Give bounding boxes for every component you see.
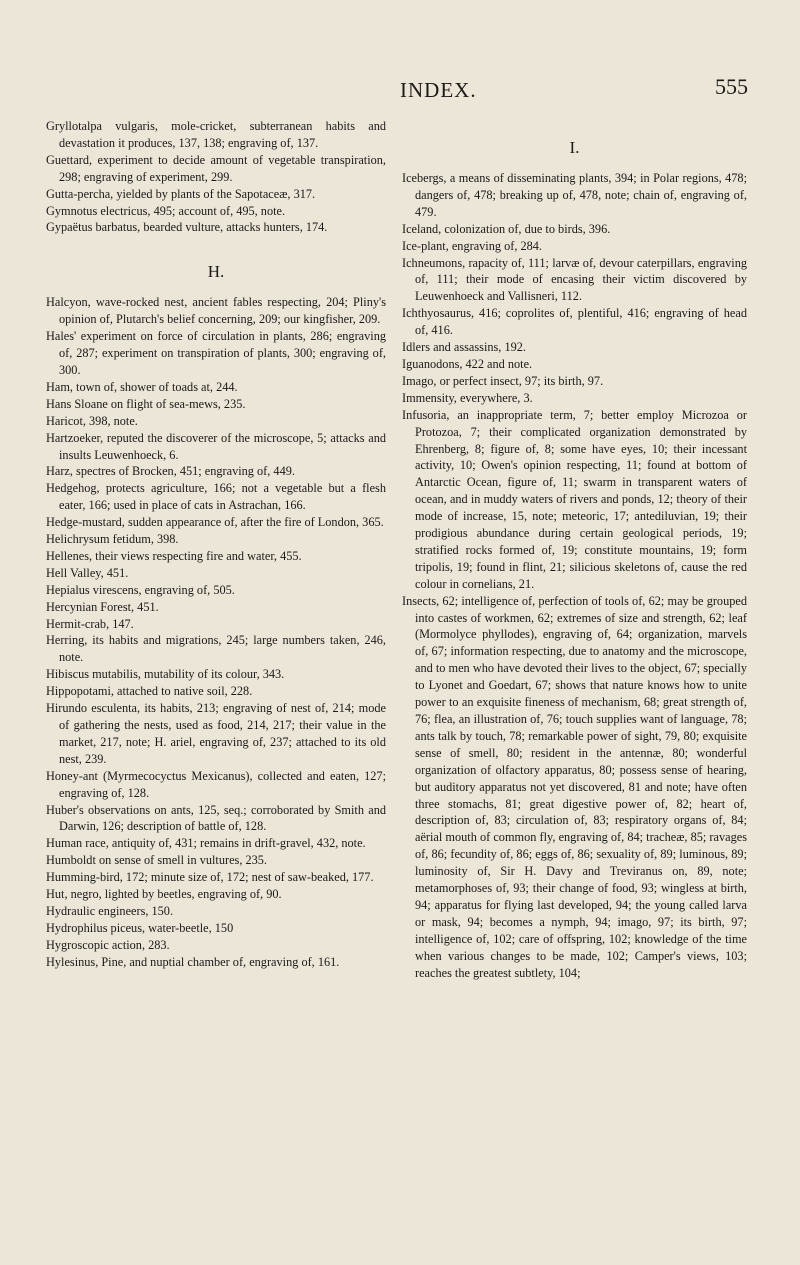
right-column <box>402 118 747 982</box>
index-entry: Ichthyosaurus, 416; coprolites of, plentiful, 416; engraving of head of, 416. <box>402 306 747 338</box>
index-entry: Hartzoeker, reputed the discoverer of the microscope, 5; attacks and insults Leuwenhoeck, 6. <box>46 430 386 462</box>
index-entry: Gutta-percha, yielded by plants of the Sapotaceæ, 317. <box>46 186 316 201</box>
i-entries <box>402 170 747 982</box>
page-number: 555 <box>715 74 748 99</box>
index-entry: Iceland, colonization of, due to birds, 396. <box>402 221 611 236</box>
index-entry: Hippopotami, attached to native soil, 228. <box>46 684 253 699</box>
index-entry: Hans Sloane on flight of sea-mews, 235. <box>46 396 246 411</box>
section-letter-i: I. <box>569 138 580 157</box>
page-title: INDEX. <box>400 78 477 102</box>
index-entry: Humboldt on sense of smell in vultures, 235. <box>46 853 267 868</box>
index-entry: Harz, spectres of Brocken, 451; engraving of, 449. <box>46 464 295 479</box>
index-entry: Herring, its habits and migrations, 245; large numbers taken, 246, note. <box>46 633 386 665</box>
section-letter-h: H. <box>207 262 225 282</box>
index-entry: Hygroscopic action, 283. <box>46 937 170 952</box>
index-entry: Iguanodons, 422 and note. <box>402 356 533 371</box>
index-entry: Immensity, everywhere, 3. <box>402 390 533 405</box>
index-entry: Gypaëtus barbatus, bearded vulture, attacks hunters, 174. <box>46 220 328 235</box>
page-header <box>0 74 800 108</box>
h-entries <box>46 294 386 970</box>
index-entry: Idlers and assassins, 192. <box>402 340 526 355</box>
index-entry: Hermit-crab, 147. <box>46 616 134 631</box>
index-entry: Humming-bird, 172; minute size of, 172; nest of saw-beaked, 177. <box>46 870 374 885</box>
index-entry: Guettard, experiment to decide amount of vegetable transpiration, 298; engraving of experiment, 299. <box>46 152 386 184</box>
index-entry: Insects, 62; intelligence of, perfection of tools of, 62; may be grouped into castes of workmen, 62; extremes of size and strength, 62; leaf (Mormolyce phyllodes), engraving of, 64; organization, marvels of, 67; information respecting, due to anatomy and the microscope, and to men who have devoted their lives to the object, 67; specially to Lyonet and Goedart, 67; shows that nature knows how to unite power to an exquisite fineness of mechanism, 68; great strength of, 76; flea, an illustration of, 76; touch supplies want of language, 78; ants talk by touch, 78; remarkable power of sight, 79, 80; exquisite sense of smell, 80; resident in the antennæ, 80; wonderful organization of olfactory apparatus, 80; possess sense of hearing, but auditory apparatus not yet discovered, 81 and note; have often three stomachs, 81; great digestive power of, 82; heart of, description of, 83; circulation of, 83; respiratory organs of, 84; aërial mouth of common fly, engraving of, 84; tracheæ, 85; ravages of, 86; fecundity of, 86; eggs of, 86; sexuality of, 89; luminous, 89; luminosity of, Sir H. Davy and Treviranus on, 89, note; metamorphoses of, 93; their change of food, 93; wingless at birth, 94; apparatus for flying last developed, 94; the young called larva or mask, 94; becomes a nymph, 94; imago, 97; its birth, 97; intelligence of, 102; care of offspring, 102; knowledge of the time when various changes to be made, 102; Camper's views, 103; reaches the greatest subtlety, 104; <box>402 593 747 980</box>
index-entry: Hell Valley, 451. <box>46 565 129 580</box>
index-entry: Hercynian Forest, 451. <box>46 599 159 614</box>
index-entry: Hedgehog, protects agriculture, 166; not a vegetable but a flesh eater, 166; used in place of cats in Astrachan, 166. <box>46 481 386 513</box>
index-entry: Hydraulic engineers, 150. <box>46 903 174 918</box>
index-entry: Hut, negro, lighted by beetles, engraving of, 90. <box>46 887 282 902</box>
index-entry: Haricot, 398, note. <box>46 413 138 428</box>
index-entry: Ice-plant, engraving of, 284. <box>402 238 542 253</box>
index-entry: Infusoria, an inappropriate term, 7; better employ Microzoa or Protozoa, 7; their complicated organization demonstrated by Ehrenberg, 8; figure of, 8; some have eyes, 10; their incessant activity, 10; Owen's opinion respecting, 11; found at bottom of Antarctic Ocean, figure of, 11; swarm in transparent waters of ocean, and in muddy waters of rivers and ponds, 12; theory of their mode of increase, 15, note; meteoric, 17; antediluvian, 19; their prodigious abundance during certain geological periods, 19; stratified rocks formed of, 19; constitute mountains, 19; form tripolis, 19; found in flint, 21; silicious skeletons of, cause the red colour in cornelians, 21. <box>402 407 747 591</box>
left-column <box>46 118 386 971</box>
index-entry: Ham, town of, shower of toads at, 244. <box>46 379 238 394</box>
index-entry: Helichrysum fetidum, 398. <box>46 532 179 547</box>
index-entry: Hales' experiment on force of circulation in plants, 286; engraving of, 287; experiment on transpiration of plants, 300; engraving of, 300. <box>46 329 386 377</box>
index-entry: Imago, or perfect insect, 97; its birth, 97. <box>402 373 604 388</box>
index-entry: Icebergs, a means of disseminating plants, 394; in Polar regions, 478; dangers of, 478; breaking up of, 478, note; chain of, engraving of, 479. <box>402 171 747 219</box>
index-entry: Huber's observations on ants, 125, seq.; corroborated by Smith and Darwin, 126; description of battle of, 128. <box>46 802 386 834</box>
index-entry: Hibiscus mutabilis, mutability of its colour, 343. <box>46 667 285 682</box>
index-entry: Honey-ant (Myrmecocyctus Mexicanus), collected and eaten, 127; engraving of, 128. <box>46 768 386 800</box>
index-entry: Hepialus virescens, engraving of, 505. <box>46 582 235 597</box>
index-entry: Gymnotus electricus, 495; account of, 495, note. <box>46 203 286 218</box>
index-entry: Hylesinus, Pine, and nuptial chamber of, engraving of, 161. <box>46 954 340 969</box>
index-entry: Hedge-mustard, sudden appearance of, after the fire of London, 365. <box>46 515 384 530</box>
index-entry: Human race, antiquity of, 431; remains in drift-gravel, 432, note. <box>46 836 366 851</box>
index-entry: Hellenes, their views respecting fire and water, 455. <box>46 548 302 563</box>
index-entry: Halcyon, wave-rocked nest, ancient fables respecting, 204; Pliny's opinion of, Plutarch's belief concerning, 209; our kingfisher, 209. <box>46 295 386 327</box>
g-entries <box>46 118 386 236</box>
index-entry: Hydrophilus piceus, water-beetle, 150 <box>46 920 234 935</box>
index-entry: Gryllotalpa vulgaris, mole-cricket, subterranean habits and devastation it produces, 137, 138; engraving of, 137. <box>46 119 386 150</box>
index-entry: Ichneumons, rapacity of, 111; larvæ of, devour caterpillars, engraving of, 111; their mode of encasing their victim discovered by Leuwenhoeck and Vallisneri, 112. <box>402 255 747 304</box>
index-entry: Hirundo esculenta, its habits, 213; engraving of nest of, 214; mode of gathering the nests, used as food, 214, 217; their value in the market, 217, note; H. ariel, engraving of, 237; attached to its old nest, 239. <box>46 701 386 766</box>
